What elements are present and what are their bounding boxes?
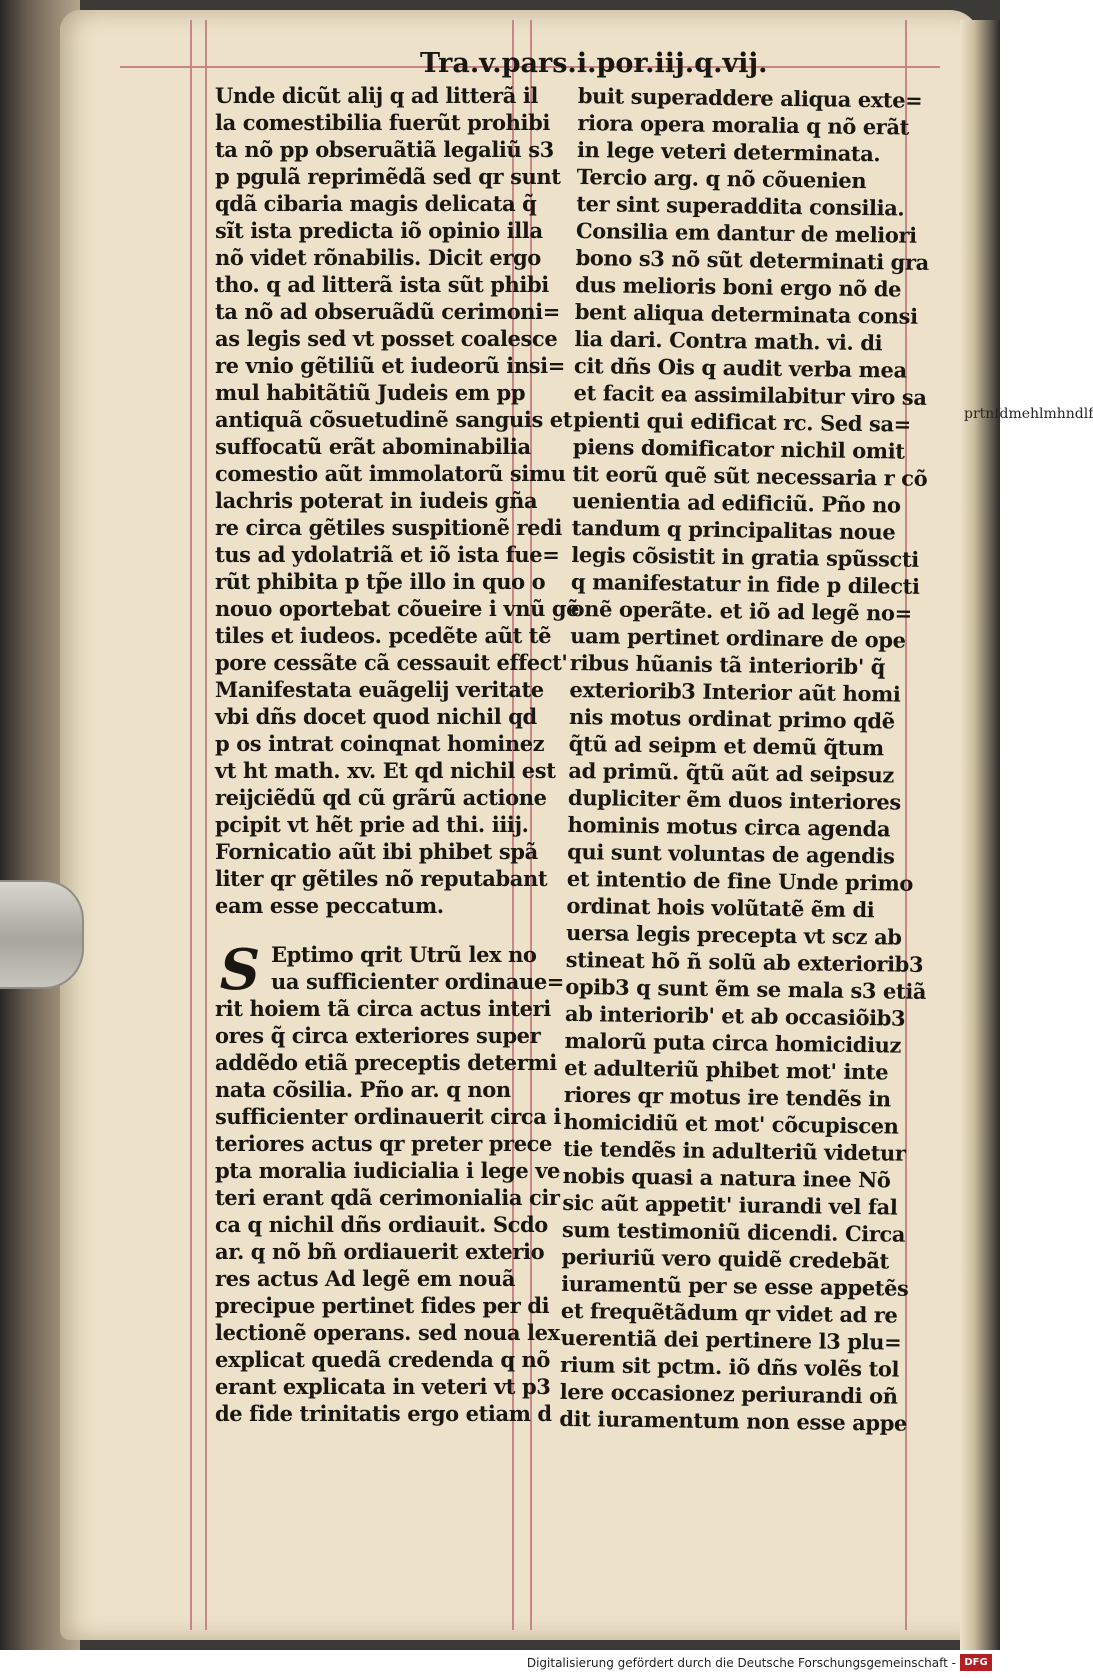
text-line: pienti qui edificat rc. Sed sa= (573, 406, 912, 437)
text-line: nata cõsilia. Pño ar. q non (215, 1077, 511, 1102)
text-line: et frequẽtãdum qr videt ad re (560, 1297, 898, 1328)
text-line: ter sint superaddita consilia. (576, 190, 905, 221)
text-line: la comestibilia fuerũt prohibi (215, 110, 550, 135)
text-line: liter qr gẽtiles nõ reputabant (215, 866, 548, 891)
text-line: eam esse peccatum. (215, 893, 444, 918)
text-line: qdã cibaria magis delicata q̃ (215, 191, 537, 216)
text-line: addẽdo etiã preceptis determi (215, 1050, 557, 1075)
text-line: uam pertinet ordinare de ope (570, 622, 906, 653)
text-line: re circa gẽtiles suspitionẽ redi (215, 515, 562, 540)
text-line: reijciẽdũ qd cũ grãrũ actione (215, 785, 547, 810)
text-line: uerentiã dei pertinere l3 plu= (560, 1324, 902, 1355)
text-line: et adulteriũ phibet mot' inte (564, 1054, 889, 1085)
text-line: teri erant qdã cerimonialia cir (215, 1185, 560, 1210)
text-line: lectionẽ operans. sed noua lex (215, 1320, 560, 1345)
text-line: opib3 q sunt ẽm se mala s3 etiã (565, 973, 927, 1004)
left-column (215, 82, 580, 1427)
page-clip (0, 880, 84, 989)
text-line: q manifestatur in fide p dilecti (570, 568, 920, 599)
text-line: de fide trinitatis ergo etiam d (215, 1401, 552, 1426)
text-line: ua sufficienter ordinaue= (271, 969, 564, 994)
text-line: comestio aũt immolatorũ simu (215, 461, 566, 486)
text-line: nis motus ordinat primo qdẽ (568, 703, 895, 734)
next-page-edge (960, 20, 1093, 1650)
text-line: stineat hõ ñ solũ ab exteriorib3 (565, 946, 924, 977)
text-line: bono s3 nõ sũt determinati gra (575, 244, 929, 275)
text-line: tie tendẽs in adulteriũ videtur (562, 1135, 906, 1166)
text-line: uenientia ad edificiũ. Pño no (571, 487, 901, 518)
margin-rule (190, 20, 192, 1630)
text-line: as legis sed vt posset coalesce (215, 326, 558, 351)
text-line: re vnio gẽtiliũ et iudeorũ insi= (215, 353, 565, 378)
text-line: lachris poterat in iudeis gña (215, 488, 538, 513)
text-line: homicidiũ et mot' cõcupiscen (563, 1108, 899, 1139)
text-line: p pgulã reprimẽdã sed qr sunt (215, 164, 561, 189)
text-line: legis cõsistit in gratia spũsscti (571, 541, 919, 572)
text-line: riores qr motus ire tendẽs in (563, 1081, 891, 1112)
text-line: tus ad ydolatriã et iõ ista fue= (215, 542, 560, 567)
text-line: teriores actus qr preter prece (215, 1131, 553, 1156)
text-line: Manifestata euãgelij veritate (215, 677, 544, 702)
text-line: vt ht math. xv. Et qd nichil est (215, 758, 556, 783)
text-line: bent aliqua determinata consi (574, 298, 918, 329)
decorated-initial: S (219, 937, 261, 1003)
text-line: nouo oportebat cõueire i vnũ gẽ (215, 596, 580, 621)
text-line: rit hoiem tã circa actus interi (215, 996, 551, 1021)
text-line: et facit ea assimilabitur viro sa (573, 379, 927, 410)
footer-bar (0, 1650, 1000, 1678)
text-line: iuramentũ per se esse appetẽs (561, 1270, 909, 1301)
text-line: tiles et iudeos. pcedẽte aũt tẽ (215, 623, 552, 648)
text-line: explicat quedã credenda q nõ (215, 1347, 551, 1372)
text-line: cit dñs Ois q audit verba mea (573, 352, 907, 383)
margin-rule (205, 20, 207, 1630)
text-line: Fornicatio aũt ibi phibet spã (215, 839, 538, 864)
text-line: Terciо arg. q nõ cõuenien (576, 163, 867, 194)
text-line: erant explicata in veteri vt p3 (215, 1374, 551, 1399)
text-line: onẽ operãte. et iõ ad legẽ no= (570, 595, 912, 626)
text-line: sum testimoniũ dicendi. Circa (561, 1216, 906, 1247)
text-line: uersa legis precepta vt scz ab (565, 919, 902, 950)
text-line: ar. q nõ bñ ordiauerit exterio (215, 1239, 545, 1264)
text-line: sufficienter ordinauerit circa i (215, 1104, 561, 1129)
text-line: dupliciter ẽm duos interiores (567, 784, 901, 815)
text-line: nobis quasi a natura inee Nõ (562, 1162, 891, 1193)
text-line: tho. q ad litterã ista sũt phibi (215, 272, 549, 297)
text-line: tit eorũ quẽ sũt necessaria r cõ (572, 460, 928, 491)
text-line: riora opera moralia q nõ erãt (577, 109, 910, 140)
text-line: ta nõ pp obseruãtiã legaliũ s3 (215, 137, 554, 162)
running-head: Tra.v.pars.i.por.iij.q.vij. (420, 48, 768, 79)
text-line: et intentio de fine Unde primo (566, 865, 914, 896)
text-line: periuriũ vero quidẽ credebãt (561, 1243, 890, 1274)
text-line: sic aũt appetit' iurandi vel fal (562, 1189, 898, 1220)
right-column (559, 82, 938, 1437)
text-line: rium sit pctm. iõ dñs volẽs tol (559, 1351, 900, 1382)
text-line: suffocatũ erãt abominabilia (215, 434, 531, 459)
text-line: sĩt ista predicta iõ opinio illa (215, 218, 543, 243)
text-line: ordinat hois volũtatẽ ẽm di (566, 892, 875, 923)
text-line: precipue pertinet fides per di (215, 1293, 550, 1318)
text-line: lere occasionez periurandi oñ (559, 1378, 898, 1409)
funding-credit: Digitalisierung gefördert durch die Deutsche Forschungsgemeinschaft - (526, 1656, 956, 1670)
text-line: rũt phibita p tp̃e illo in quo o (215, 569, 546, 594)
text-line: Unde dicũt alij q ad litterã il (215, 83, 538, 108)
text-line: pore cessãte cã cessauit effect' (215, 650, 568, 675)
text-line: vbi dñs docet quod nichil qd (215, 704, 537, 729)
text-line: exteriorib3 Interior aũt homi (569, 676, 901, 707)
text-line: lia dari. Contra math. vi. di (574, 325, 883, 356)
section-article-7 (215, 937, 564, 1427)
text-line: ores q̃ circa exteriores super (215, 1023, 541, 1048)
text-line: ad primũ. q̃tũ aũt ad seipsuz (568, 757, 895, 788)
text-line: buit superaddere aliqua exte= (577, 82, 923, 113)
text-line: res actus Ad legẽ em nouã (215, 1266, 516, 1291)
text-line: ca q nichil dñs ordiauit. Scdo (215, 1212, 548, 1237)
text-line: piens domificator nichil omit (572, 433, 905, 464)
text-line: tandum q principalitas noue (571, 514, 896, 545)
text-line: p os intrat coinqnat hominez (215, 731, 545, 756)
text-line: dit iuramentum non esse appe (559, 1405, 908, 1436)
text-line: Consilia em dantur de meliori (575, 217, 917, 248)
text-line: pcipit vt hẽt prie ad thi. iiij. (215, 812, 529, 837)
next-page-fragment: prtnfdmehlmhndlf (964, 406, 1093, 422)
text-line: q̃tũ ad seipm et demũ q̃tum (568, 730, 884, 761)
text-line: pta moralia iudicialia i lege ve (215, 1158, 560, 1183)
text-line: mul habitãtiũ Judeis em pp (215, 380, 526, 405)
text-line: ribus hũanis tã interiorib' q̃ (569, 649, 886, 680)
text-line: hominis motus circa agenda (567, 811, 891, 842)
text-line: dus melioris boni ergo nõ de (574, 271, 902, 302)
text-line: in lege veteri determinata. (576, 136, 881, 167)
text-line: qui sunt voluntas de agendis (567, 838, 895, 869)
dfg-logo: DFG (960, 1654, 992, 1671)
text-line: malorũ puta circa homicidiuz (564, 1027, 902, 1058)
text-line: nõ videt rõnabilis. Dicit ergo (215, 245, 541, 270)
text-line: antiquã cõsuetudinẽ sanguis et (215, 407, 573, 432)
text-line: ab interiorib' et ab occasiõib3 (564, 1000, 906, 1031)
text-line: ta nõ ad obseruãdũ cerimoni= (215, 299, 560, 324)
text-line: Eptimo qrit Utrũ lex no (271, 942, 537, 967)
